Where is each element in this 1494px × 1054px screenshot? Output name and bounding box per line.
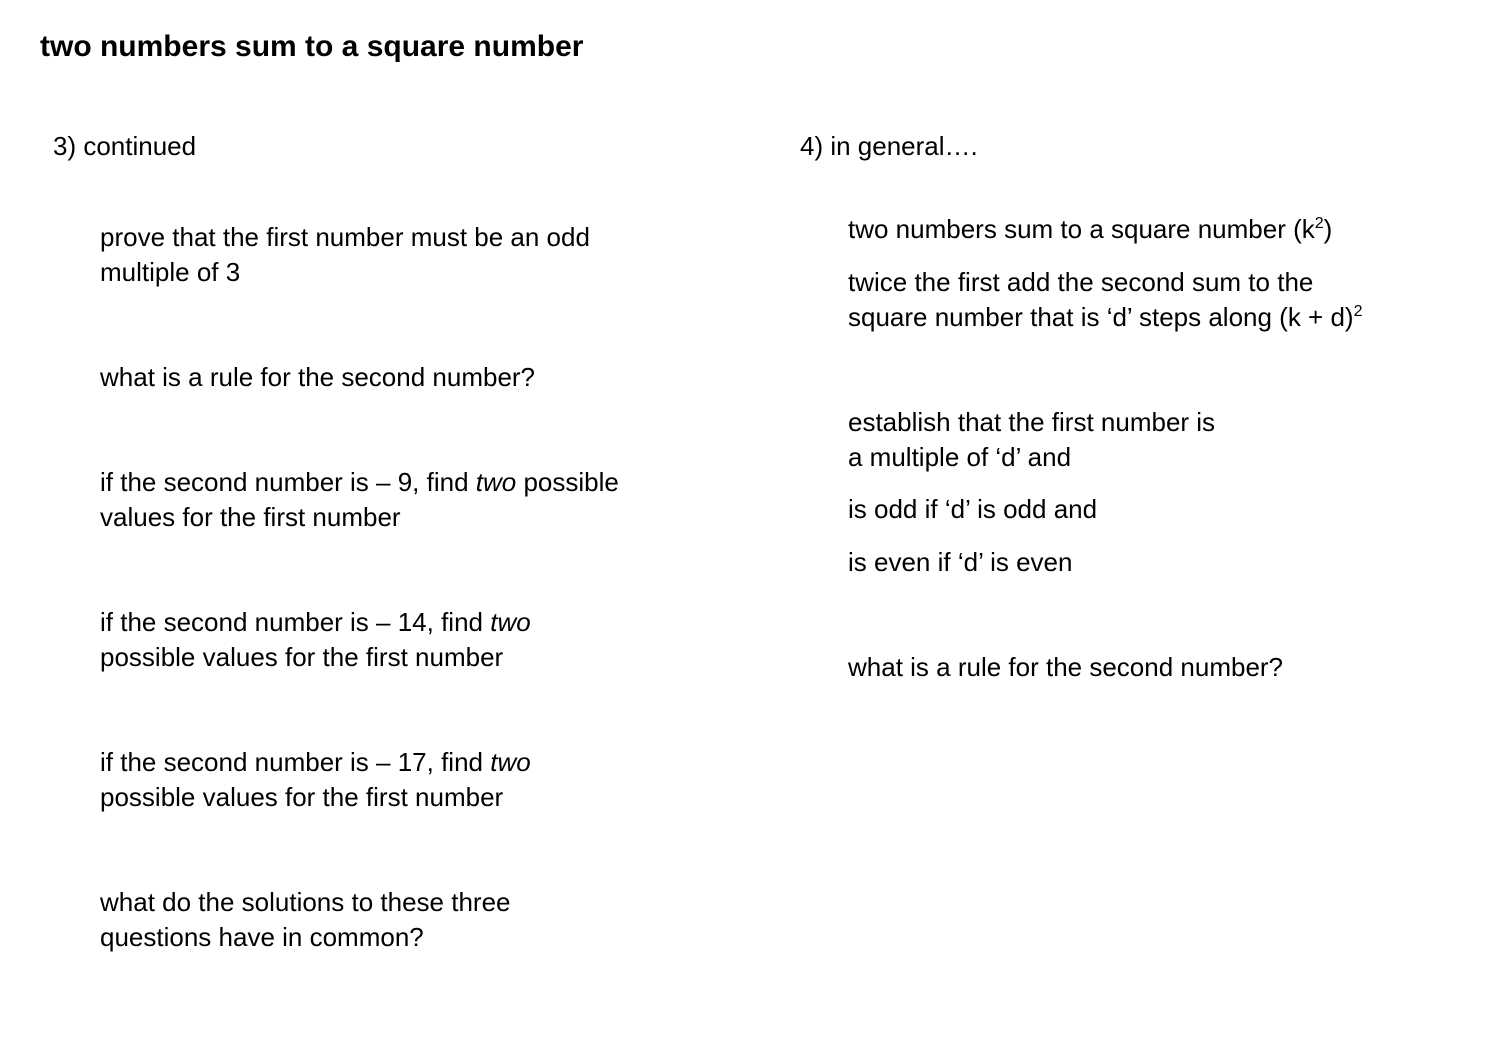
question-rule-second-number-general bbox=[848, 650, 1468, 685]
question-rule-second-number bbox=[100, 360, 740, 395]
question-prove-odd-multiple bbox=[100, 220, 740, 290]
statement-twice-first bbox=[848, 265, 1468, 335]
question-text: if the second number is – 17, find bbox=[100, 747, 491, 777]
statement-text: ) bbox=[1323, 214, 1333, 244]
question-second-minus-9 bbox=[100, 465, 740, 535]
question-line: multiple of 3 bbox=[100, 257, 241, 287]
statement-line: is even if ‘d’ is even bbox=[848, 547, 1073, 577]
question-line: what do the solutions to these three bbox=[100, 887, 511, 917]
statement-text: two numbers sum to a square number (k bbox=[848, 214, 1315, 244]
section-heading-4: 4) in general…. bbox=[800, 131, 978, 161]
statement-establish-multiple bbox=[848, 405, 1468, 475]
question-line: possible values for the first number bbox=[100, 642, 504, 672]
section-heading-3: 3) continued bbox=[53, 131, 197, 161]
emphasis-two: two bbox=[490, 607, 531, 637]
question-text: if the second number is – 14, find bbox=[100, 607, 491, 637]
statement-line: twice the first add the second sum to the bbox=[848, 267, 1314, 297]
page-title: two numbers sum to a square number bbox=[40, 30, 584, 63]
question-line: prove that the first number must be an odd bbox=[100, 222, 590, 252]
question-line: possible values for the first number bbox=[100, 782, 504, 812]
question-second-minus-17 bbox=[100, 745, 740, 815]
question-line: what is a rule for the second number? bbox=[848, 652, 1284, 682]
statement-odd-if-odd bbox=[848, 492, 1468, 527]
statement-even-if-even bbox=[848, 545, 1468, 580]
question-line: values for the first number bbox=[100, 502, 401, 532]
statement-sum-square bbox=[848, 212, 1468, 247]
statement-line: a multiple of ‘d’ and bbox=[848, 442, 1072, 472]
superscript: 2 bbox=[1353, 303, 1363, 320]
question-line: what is a rule for the second number? bbox=[100, 362, 536, 392]
emphasis-two: two bbox=[475, 467, 517, 497]
emphasis-two: two bbox=[490, 747, 531, 777]
question-line bbox=[100, 745, 740, 780]
statement-line: is odd if ‘d’ is odd and bbox=[848, 494, 1098, 524]
question-second-minus-14 bbox=[100, 605, 740, 675]
statement-line bbox=[848, 300, 1468, 335]
statement-line: establish that the first number is bbox=[848, 407, 1216, 437]
question-line: questions have in common? bbox=[100, 922, 424, 952]
question-text: possible bbox=[516, 467, 619, 497]
question-line bbox=[100, 605, 740, 640]
question-common-solutions bbox=[100, 885, 740, 955]
statement-line bbox=[848, 212, 1468, 247]
statement-text: square number that is ‘d’ steps along (k + d) bbox=[848, 302, 1354, 332]
question-text: if the second number is – 9, find bbox=[100, 467, 476, 497]
question-line bbox=[100, 465, 740, 500]
superscript: 2 bbox=[1314, 215, 1324, 232]
